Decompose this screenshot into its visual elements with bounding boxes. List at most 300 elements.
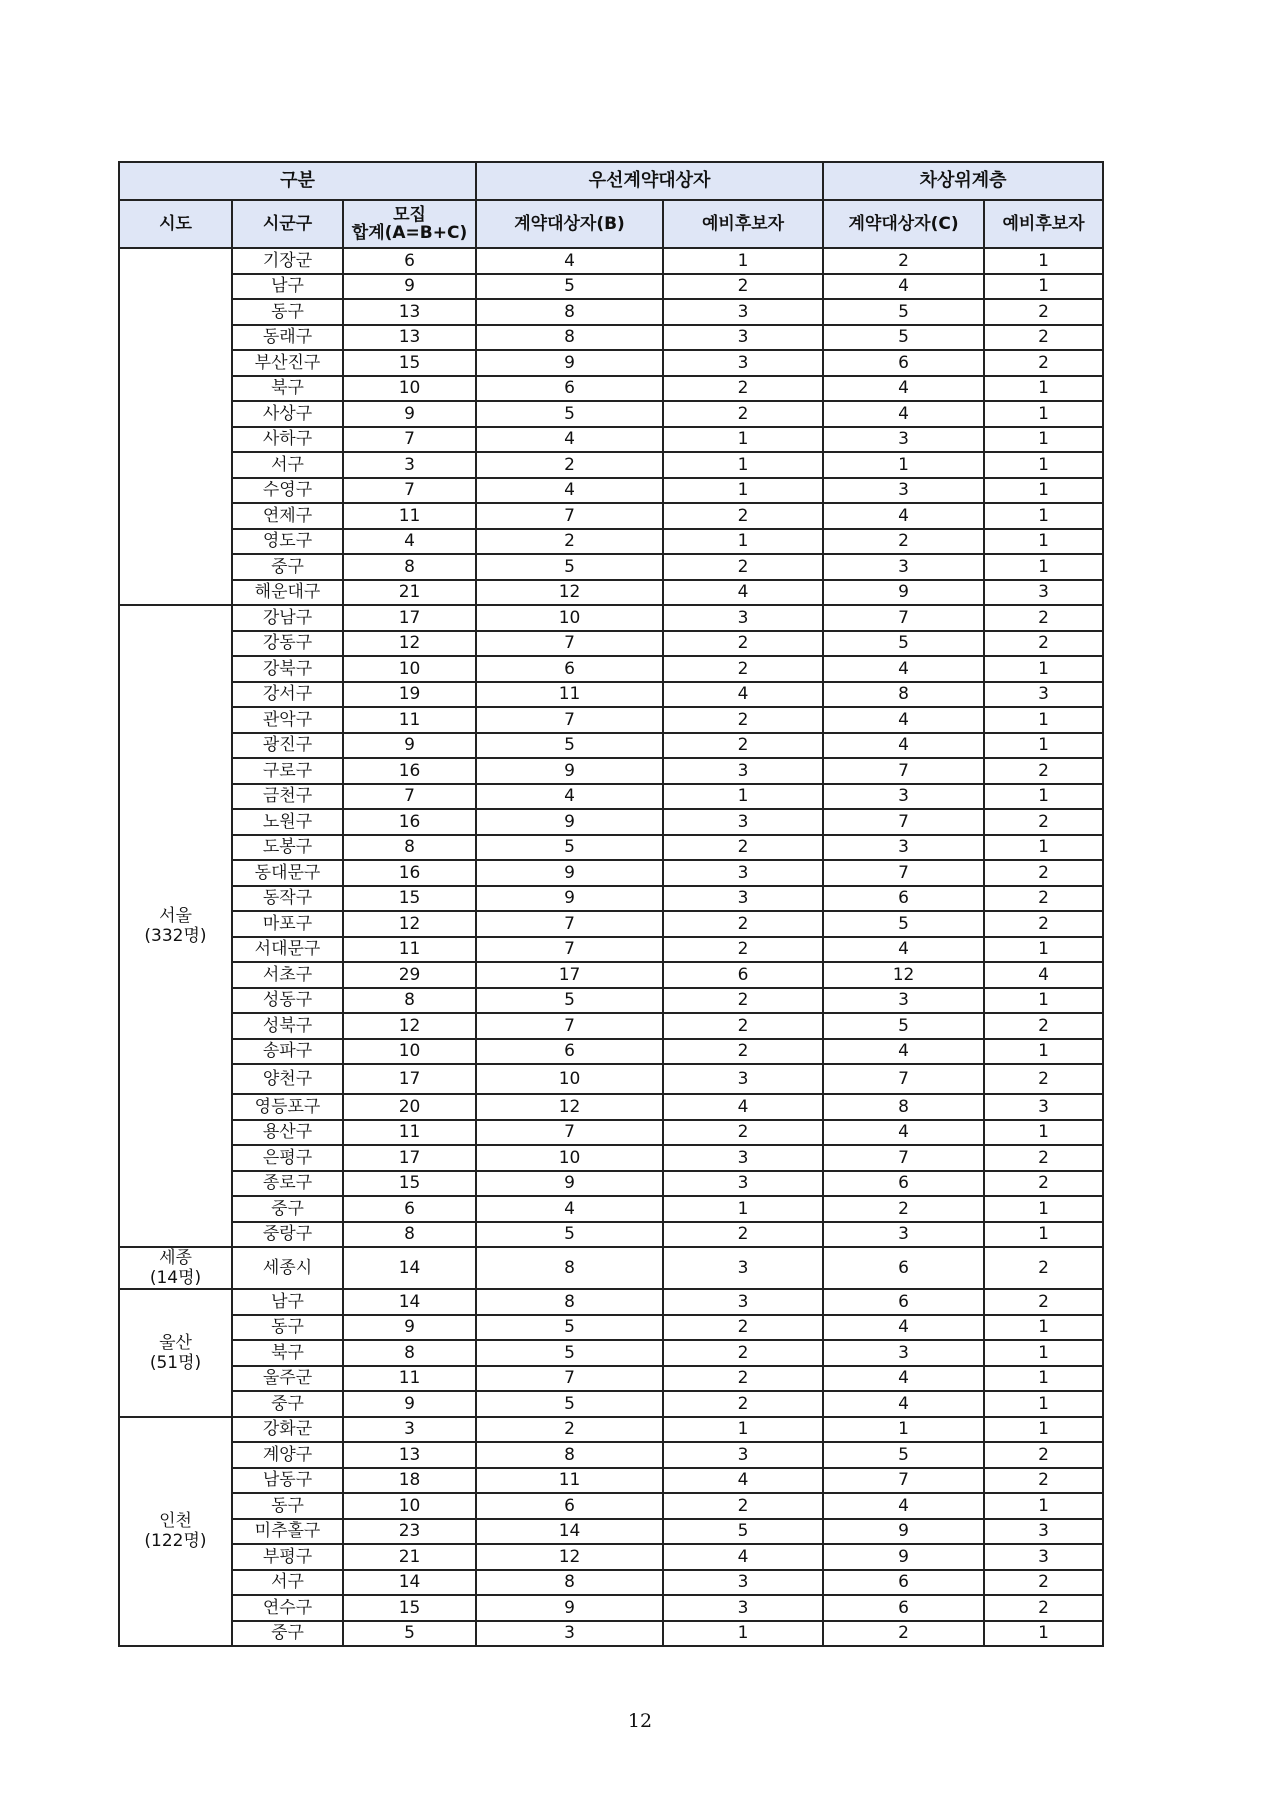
priority-reserve-count: 3 xyxy=(663,886,823,912)
table-row xyxy=(119,1519,1103,1545)
near-reserve-count: 1 xyxy=(984,376,1103,402)
near-reserve-count: 1 xyxy=(984,937,1103,963)
priority-contract-count: 7 xyxy=(476,911,663,937)
priority-reserve-count: 4 xyxy=(663,682,823,708)
total-count: 16 xyxy=(343,758,476,784)
priority-contract-count: 4 xyxy=(476,248,663,274)
table-row xyxy=(119,605,1103,631)
total-count: 14 xyxy=(343,1570,476,1596)
total-count: 8 xyxy=(343,1340,476,1366)
priority-reserve-count: 3 xyxy=(663,1289,823,1315)
total-count: 10 xyxy=(343,1493,476,1519)
district-name: 사하구 xyxy=(232,427,343,453)
near-contract-count: 3 xyxy=(823,427,984,453)
near-reserve-count: 1 xyxy=(984,1417,1103,1443)
total-count: 11 xyxy=(343,937,476,963)
table-row xyxy=(119,733,1103,759)
priority-reserve-count: 2 xyxy=(663,835,823,861)
header-priority: 우선계약대상자 xyxy=(476,162,823,200)
near-contract-count: 4 xyxy=(823,1315,984,1341)
priority-contract-count: 5 xyxy=(476,733,663,759)
table-body xyxy=(119,248,1103,1646)
header-near-reserve: 예비후보자 xyxy=(984,200,1103,248)
near-reserve-count: 1 xyxy=(984,1222,1103,1248)
priority-contract-count: 4 xyxy=(476,478,663,504)
district-name: 관악구 xyxy=(232,707,343,733)
priority-contract-count: 9 xyxy=(476,1171,663,1197)
total-count: 10 xyxy=(343,376,476,402)
priority-reserve-count: 4 xyxy=(663,1094,823,1120)
table-row xyxy=(119,529,1103,555)
table-row xyxy=(119,758,1103,784)
near-contract-count: 7 xyxy=(823,1064,984,1094)
table-row xyxy=(119,988,1103,1014)
table-row xyxy=(119,350,1103,376)
sido-count: (14명) xyxy=(149,1268,202,1288)
near-contract-count: 2 xyxy=(823,1196,984,1222)
near-contract-count: 6 xyxy=(823,1247,984,1289)
table-row xyxy=(119,631,1103,657)
near-contract-count: 4 xyxy=(823,1493,984,1519)
table-row xyxy=(119,682,1103,708)
near-reserve-count: 3 xyxy=(984,580,1103,606)
priority-reserve-count: 2 xyxy=(663,1039,823,1065)
near-reserve-count: 1 xyxy=(984,835,1103,861)
district-name: 서구 xyxy=(232,452,343,478)
near-reserve-count: 1 xyxy=(984,554,1103,580)
district-name: 성동구 xyxy=(232,988,343,1014)
total-count: 3 xyxy=(343,1417,476,1443)
table-row xyxy=(119,1442,1103,1468)
priority-contract-count: 7 xyxy=(476,707,663,733)
header-total-line1: 모집 xyxy=(393,205,426,225)
near-reserve-count: 2 xyxy=(984,1442,1103,1468)
priority-contract-count: 5 xyxy=(476,835,663,861)
near-reserve-count: 2 xyxy=(984,1570,1103,1596)
table-row xyxy=(119,1145,1103,1171)
recruitment-table xyxy=(118,161,1104,1647)
table-row xyxy=(119,1366,1103,1392)
district-name: 성북구 xyxy=(232,1013,343,1039)
total-count: 17 xyxy=(343,1064,476,1094)
total-count: 21 xyxy=(343,580,476,606)
total-count: 8 xyxy=(343,554,476,580)
priority-reserve-count: 3 xyxy=(663,1442,823,1468)
sido-cell xyxy=(119,248,232,605)
priority-contract-count: 9 xyxy=(476,809,663,835)
near-reserve-count: 1 xyxy=(984,1315,1103,1341)
near-contract-count: 7 xyxy=(823,758,984,784)
priority-contract-count: 8 xyxy=(476,325,663,351)
priority-contract-count: 10 xyxy=(476,1145,663,1171)
total-count: 17 xyxy=(343,1145,476,1171)
priority-reserve-count: 2 xyxy=(663,1366,823,1392)
near-contract-count: 7 xyxy=(823,1468,984,1494)
total-count: 13 xyxy=(343,1442,476,1468)
near-reserve-count: 2 xyxy=(984,1595,1103,1621)
total-count: 7 xyxy=(343,478,476,504)
total-count: 7 xyxy=(343,427,476,453)
near-contract-count: 6 xyxy=(823,1289,984,1315)
near-contract-count: 7 xyxy=(823,1145,984,1171)
priority-reserve-count: 2 xyxy=(663,1493,823,1519)
total-count: 10 xyxy=(343,656,476,682)
near-reserve-count: 3 xyxy=(984,1544,1103,1570)
priority-contract-count: 6 xyxy=(476,1039,663,1065)
near-contract-count: 7 xyxy=(823,605,984,631)
near-reserve-count: 1 xyxy=(984,503,1103,529)
priority-reserve-count: 2 xyxy=(663,1222,823,1248)
priority-contract-count: 9 xyxy=(476,758,663,784)
priority-reserve-count: 3 xyxy=(663,350,823,376)
priority-reserve-count: 1 xyxy=(663,248,823,274)
near-reserve-count: 1 xyxy=(984,1621,1103,1647)
header-sigungu: 시군구 xyxy=(232,200,343,248)
priority-reserve-count: 3 xyxy=(663,299,823,325)
sido-name: 울산 xyxy=(159,1332,192,1353)
priority-reserve-count: 2 xyxy=(663,1391,823,1417)
district-name: 영도구 xyxy=(232,529,343,555)
sido-cell xyxy=(119,1289,232,1417)
total-count: 9 xyxy=(343,1315,476,1341)
near-contract-count: 6 xyxy=(823,1171,984,1197)
total-count: 8 xyxy=(343,988,476,1014)
near-reserve-count: 1 xyxy=(984,1391,1103,1417)
district-name: 부평구 xyxy=(232,1544,343,1570)
near-contract-count: 6 xyxy=(823,886,984,912)
district-name: 서구 xyxy=(232,1570,343,1596)
near-reserve-count: 2 xyxy=(984,860,1103,886)
near-contract-count: 1 xyxy=(823,1417,984,1443)
header-total xyxy=(343,200,476,248)
total-count: 15 xyxy=(343,1171,476,1197)
near-reserve-count: 1 xyxy=(984,1493,1103,1519)
near-reserve-count: 1 xyxy=(984,988,1103,1014)
near-contract-count: 5 xyxy=(823,299,984,325)
district-name: 북구 xyxy=(232,1340,343,1366)
near-reserve-count: 1 xyxy=(984,707,1103,733)
header-row-1 xyxy=(119,162,1103,200)
total-count: 3 xyxy=(343,452,476,478)
total-count: 11 xyxy=(343,707,476,733)
district-name: 수영구 xyxy=(232,478,343,504)
near-contract-count: 3 xyxy=(823,1222,984,1248)
district-name: 동작구 xyxy=(232,886,343,912)
near-reserve-count: 3 xyxy=(984,1094,1103,1120)
priority-reserve-count: 3 xyxy=(663,1064,823,1094)
table-row xyxy=(119,1493,1103,1519)
priority-reserve-count: 1 xyxy=(663,1417,823,1443)
total-count: 8 xyxy=(343,835,476,861)
district-name: 북구 xyxy=(232,376,343,402)
priority-contract-count: 5 xyxy=(476,1222,663,1248)
near-contract-count: 6 xyxy=(823,1595,984,1621)
near-contract-count: 4 xyxy=(823,376,984,402)
header-priority-contract: 계약대상자(B) xyxy=(476,200,663,248)
near-contract-count: 2 xyxy=(823,1621,984,1647)
district-name: 용산구 xyxy=(232,1120,343,1146)
district-name: 노원구 xyxy=(232,809,343,835)
total-count: 13 xyxy=(343,299,476,325)
district-name: 동구 xyxy=(232,299,343,325)
priority-contract-count: 3 xyxy=(476,1621,663,1647)
district-name: 계양구 xyxy=(232,1442,343,1468)
district-name: 중구 xyxy=(232,1196,343,1222)
priority-contract-count: 8 xyxy=(476,1442,663,1468)
header-priority-reserve: 예비후보자 xyxy=(663,200,823,248)
table-row xyxy=(119,1196,1103,1222)
priority-reserve-count: 6 xyxy=(663,962,823,988)
district-name: 서초구 xyxy=(232,962,343,988)
priority-contract-count: 12 xyxy=(476,1544,663,1570)
district-name: 남구 xyxy=(232,1289,343,1315)
priority-contract-count: 7 xyxy=(476,937,663,963)
district-name: 부산진구 xyxy=(232,350,343,376)
table-row xyxy=(119,1468,1103,1494)
district-name: 도봉구 xyxy=(232,835,343,861)
priority-reserve-count: 2 xyxy=(663,988,823,1014)
district-name: 강동구 xyxy=(232,631,343,657)
priority-contract-count: 2 xyxy=(476,529,663,555)
near-reserve-count: 1 xyxy=(984,452,1103,478)
table-row xyxy=(119,1013,1103,1039)
priority-reserve-count: 3 xyxy=(663,758,823,784)
priority-reserve-count: 2 xyxy=(663,376,823,402)
header-sido: 시도 xyxy=(119,200,232,248)
near-reserve-count: 1 xyxy=(984,1196,1103,1222)
priority-reserve-count: 2 xyxy=(663,707,823,733)
total-count: 6 xyxy=(343,248,476,274)
district-name: 광진구 xyxy=(232,733,343,759)
total-count: 29 xyxy=(343,962,476,988)
near-contract-count: 2 xyxy=(823,248,984,274)
table-row xyxy=(119,1171,1103,1197)
near-reserve-count: 1 xyxy=(984,1039,1103,1065)
near-reserve-count: 1 xyxy=(984,784,1103,810)
near-reserve-count: 2 xyxy=(984,1289,1103,1315)
district-name: 중구 xyxy=(232,1621,343,1647)
total-count: 9 xyxy=(343,274,476,300)
priority-contract-count: 4 xyxy=(476,784,663,810)
near-reserve-count: 1 xyxy=(984,529,1103,555)
priority-reserve-count: 1 xyxy=(663,1621,823,1647)
page-number: 12 xyxy=(627,1710,653,1732)
priority-contract-count: 6 xyxy=(476,376,663,402)
sido-name: 인천 xyxy=(159,1511,192,1532)
table-row xyxy=(119,325,1103,351)
priority-contract-count: 14 xyxy=(476,1519,663,1545)
district-name: 구로구 xyxy=(232,758,343,784)
near-reserve-count: 1 xyxy=(984,427,1103,453)
district-name: 울주군 xyxy=(232,1366,343,1392)
district-name: 금천구 xyxy=(232,784,343,810)
near-contract-count: 8 xyxy=(823,682,984,708)
near-reserve-count: 1 xyxy=(984,401,1103,427)
priority-reserve-count: 2 xyxy=(663,1340,823,1366)
near-contract-count: 7 xyxy=(823,860,984,886)
priority-reserve-count: 1 xyxy=(663,784,823,810)
table-row xyxy=(119,784,1103,810)
near-contract-count: 6 xyxy=(823,1570,984,1596)
district-name: 동구 xyxy=(232,1493,343,1519)
priority-reserve-count: 2 xyxy=(663,937,823,963)
header-total-line2: 합계(A=B+C) xyxy=(351,223,468,243)
district-name: 동대문구 xyxy=(232,860,343,886)
table-row xyxy=(119,809,1103,835)
near-reserve-count: 3 xyxy=(984,1519,1103,1545)
priority-reserve-count: 1 xyxy=(663,1196,823,1222)
near-contract-count: 12 xyxy=(823,962,984,988)
table-row xyxy=(119,1315,1103,1341)
priority-reserve-count: 2 xyxy=(663,554,823,580)
priority-reserve-count: 3 xyxy=(663,605,823,631)
near-reserve-count: 1 xyxy=(984,274,1103,300)
near-contract-count: 6 xyxy=(823,350,984,376)
priority-reserve-count: 3 xyxy=(663,809,823,835)
table-row xyxy=(119,554,1103,580)
priority-reserve-count: 1 xyxy=(663,529,823,555)
total-count: 9 xyxy=(343,1391,476,1417)
total-count: 5 xyxy=(343,1621,476,1647)
priority-contract-count: 8 xyxy=(476,1289,663,1315)
priority-contract-count: 5 xyxy=(476,274,663,300)
table-row xyxy=(119,656,1103,682)
near-contract-count: 3 xyxy=(823,784,984,810)
near-reserve-count: 2 xyxy=(984,1468,1103,1494)
district-name: 강남구 xyxy=(232,605,343,631)
sido-cell xyxy=(119,605,232,1247)
priority-contract-count: 7 xyxy=(476,503,663,529)
total-count: 19 xyxy=(343,682,476,708)
table-row xyxy=(119,503,1103,529)
priority-contract-count: 11 xyxy=(476,1468,663,1494)
priority-contract-count: 10 xyxy=(476,1064,663,1094)
district-name: 동래구 xyxy=(232,325,343,351)
district-name: 강화군 xyxy=(232,1417,343,1443)
near-reserve-count: 2 xyxy=(984,299,1103,325)
district-name: 연제구 xyxy=(232,503,343,529)
district-name: 사상구 xyxy=(232,401,343,427)
near-contract-count: 2 xyxy=(823,529,984,555)
near-contract-count: 7 xyxy=(823,809,984,835)
near-reserve-count: 2 xyxy=(984,1145,1103,1171)
near-contract-count: 3 xyxy=(823,478,984,504)
district-name: 중구 xyxy=(232,554,343,580)
table-row xyxy=(119,1094,1103,1120)
district-name: 강서구 xyxy=(232,682,343,708)
table-row xyxy=(119,1064,1103,1094)
near-reserve-count: 2 xyxy=(984,758,1103,784)
near-reserve-count: 1 xyxy=(984,1340,1103,1366)
near-contract-count: 4 xyxy=(823,656,984,682)
total-count: 13 xyxy=(343,325,476,351)
total-count: 15 xyxy=(343,1595,476,1621)
near-contract-count: 4 xyxy=(823,503,984,529)
near-contract-count: 5 xyxy=(823,325,984,351)
district-name: 중랑구 xyxy=(232,1222,343,1248)
district-name: 영등포구 xyxy=(232,1094,343,1120)
priority-contract-count: 17 xyxy=(476,962,663,988)
table-row xyxy=(119,452,1103,478)
district-name: 연수구 xyxy=(232,1595,343,1621)
priority-contract-count: 2 xyxy=(476,1417,663,1443)
table-row xyxy=(119,1417,1103,1443)
district-name: 중구 xyxy=(232,1391,343,1417)
table-row xyxy=(119,1570,1103,1596)
priority-contract-count: 5 xyxy=(476,1391,663,1417)
priority-reserve-count: 3 xyxy=(663,325,823,351)
priority-contract-count: 9 xyxy=(476,886,663,912)
priority-contract-count: 12 xyxy=(476,580,663,606)
near-contract-count: 9 xyxy=(823,1519,984,1545)
table-row xyxy=(119,376,1103,402)
district-name: 양천구 xyxy=(232,1064,343,1094)
priority-contract-count: 4 xyxy=(476,1196,663,1222)
near-reserve-count: 3 xyxy=(984,682,1103,708)
total-count: 8 xyxy=(343,1222,476,1248)
priority-reserve-count: 2 xyxy=(663,656,823,682)
table-row xyxy=(119,427,1103,453)
priority-contract-count: 6 xyxy=(476,656,663,682)
total-count: 15 xyxy=(343,350,476,376)
table-row xyxy=(119,1120,1103,1146)
near-contract-count: 4 xyxy=(823,1039,984,1065)
total-count: 12 xyxy=(343,631,476,657)
total-count: 12 xyxy=(343,1013,476,1039)
priority-reserve-count: 2 xyxy=(663,503,823,529)
priority-reserve-count: 2 xyxy=(663,631,823,657)
near-reserve-count: 1 xyxy=(984,656,1103,682)
priority-contract-count: 11 xyxy=(476,682,663,708)
table-row xyxy=(119,401,1103,427)
district-name: 종로구 xyxy=(232,1171,343,1197)
total-count: 14 xyxy=(343,1247,476,1289)
sido-cell xyxy=(119,1247,232,1289)
table-row xyxy=(119,886,1103,912)
table-row xyxy=(119,478,1103,504)
table-row xyxy=(119,962,1103,988)
priority-contract-count: 2 xyxy=(476,452,663,478)
priority-reserve-count: 3 xyxy=(663,1171,823,1197)
total-count: 14 xyxy=(343,1289,476,1315)
priority-contract-count: 4 xyxy=(476,427,663,453)
priority-reserve-count: 4 xyxy=(663,1544,823,1570)
total-count: 20 xyxy=(343,1094,476,1120)
total-count: 12 xyxy=(343,911,476,937)
district-name: 마포구 xyxy=(232,911,343,937)
total-count: 17 xyxy=(343,605,476,631)
near-contract-count: 4 xyxy=(823,1120,984,1146)
district-name: 기장군 xyxy=(232,248,343,274)
priority-reserve-count: 2 xyxy=(663,733,823,759)
total-count: 23 xyxy=(343,1519,476,1545)
header-near-contract: 계약대상자(C) xyxy=(823,200,984,248)
table-row xyxy=(119,911,1103,937)
near-contract-count: 3 xyxy=(823,835,984,861)
near-contract-count: 3 xyxy=(823,988,984,1014)
total-count: 6 xyxy=(343,1196,476,1222)
district-name: 동구 xyxy=(232,1315,343,1341)
priority-reserve-count: 2 xyxy=(663,401,823,427)
near-reserve-count: 2 xyxy=(984,325,1103,351)
table-row xyxy=(119,1595,1103,1621)
district-name: 남동구 xyxy=(232,1468,343,1494)
priority-reserve-count: 3 xyxy=(663,1247,823,1289)
table-row xyxy=(119,1247,1103,1289)
priority-contract-count: 8 xyxy=(476,1247,663,1289)
near-reserve-count: 2 xyxy=(984,1247,1103,1289)
near-reserve-count: 2 xyxy=(984,1013,1103,1039)
